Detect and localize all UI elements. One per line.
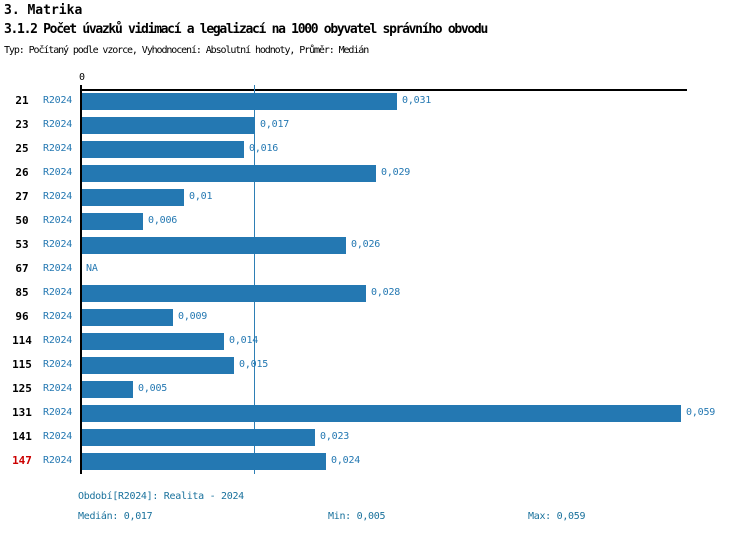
bar [82,165,376,182]
bar [82,357,234,374]
chart-row [0,329,750,353]
bar [82,429,315,446]
bar [82,189,184,206]
bar-value-label: 0,031 [402,95,432,106]
row-period-label: R2024 [43,143,73,154]
row-id-label: 96 [15,310,29,323]
row-period-label: R2024 [43,191,73,202]
bar [82,381,133,398]
bar-value-label: 0,029 [381,167,411,178]
bar [82,117,255,134]
row-id-label: 85 [15,286,29,299]
bar-value-label: 0,014 [229,335,259,346]
row-id-label: 27 [15,190,29,203]
footer-max-stat: Max: 0,059 [528,511,586,522]
bar-value-label: 0,009 [178,311,208,322]
chart-row [0,113,750,137]
row-period-label: R2024 [43,167,73,178]
footer-period-legend: Období[R2024]: Realita - 2024 [78,491,244,502]
row-period-label: R2024 [43,455,73,466]
row-period-label: R2024 [43,431,73,442]
bar [82,405,681,422]
row-id-label: 67 [15,262,29,275]
bar [82,141,244,158]
row-id-label: 25 [15,142,29,155]
bar-value-label: 0,028 [371,287,401,298]
chart-title: 3.1.2 Počet úvazků vidimací a legalizací na 1000 obyvatel správního obvodu [4,22,487,37]
footer-min-stat: Min: 0,005 [328,511,386,522]
row-period-label: R2024 [43,215,73,226]
bar-value-label: 0,016 [249,143,279,154]
bar-value-label: NA [86,263,98,274]
row-period-label: R2024 [43,119,73,130]
bar-value-label: 0,01 [189,191,213,202]
bar-value-label: 0,024 [331,455,361,466]
row-period-label: R2024 [43,359,73,370]
chart-row [0,353,750,377]
row-period-label: R2024 [43,311,73,322]
chart-subtitle: Typ: Počítaný podle vzorce, Vyhodnocení: Absolutní hodnoty, Průměr: Medián [4,45,369,56]
chart-row [0,401,750,425]
row-id-label: 141 [12,430,32,443]
chart-row [0,209,750,233]
chart-row [0,137,750,161]
row-period-label: R2024 [43,287,73,298]
chart-row [0,377,750,401]
bar [82,285,366,302]
x-axis-zero-tick-label: 0 [78,72,86,83]
bar [82,333,224,350]
chart-row [0,185,750,209]
row-id-label: 23 [15,118,29,131]
row-period-label: R2024 [43,383,73,394]
bar [82,93,397,110]
chart-row [0,89,750,113]
row-period-label: R2024 [43,95,73,106]
bar-value-label: 0,023 [320,431,350,442]
bar [82,237,346,254]
row-id-label: 21 [15,94,29,107]
row-period-label: R2024 [43,407,73,418]
row-id-label: 125 [12,382,32,395]
row-id-label: 147 [12,454,32,467]
bar-value-label: 0,015 [239,359,269,370]
bar-value-label: 0,005 [138,383,168,394]
row-id-label: 114 [12,334,32,347]
chart-row [0,281,750,305]
bar [82,309,173,326]
row-id-label: 26 [15,166,29,179]
row-id-label: 53 [15,238,29,251]
bar-value-label: 0,006 [148,215,178,226]
bar [82,213,143,230]
row-id-label: 131 [12,406,32,419]
chart-row [0,425,750,449]
row-id-label: 50 [15,214,29,227]
bar [82,453,326,470]
footer-median-stat: Medián: 0,017 [78,511,153,522]
chart-row [0,449,750,473]
bar-value-label: 0,017 [260,119,290,130]
chart-row [0,233,750,257]
section-title: 3. Matrika [4,3,83,18]
bar-value-label: 0,059 [686,407,716,418]
row-period-label: R2024 [43,239,73,250]
chart-row [0,161,750,185]
chart-row [0,257,750,281]
row-id-label: 115 [12,358,32,371]
chart-row [0,305,750,329]
bar-value-label: 0,026 [351,239,381,250]
row-period-label: R2024 [43,335,73,346]
row-period-label: R2024 [43,263,73,274]
